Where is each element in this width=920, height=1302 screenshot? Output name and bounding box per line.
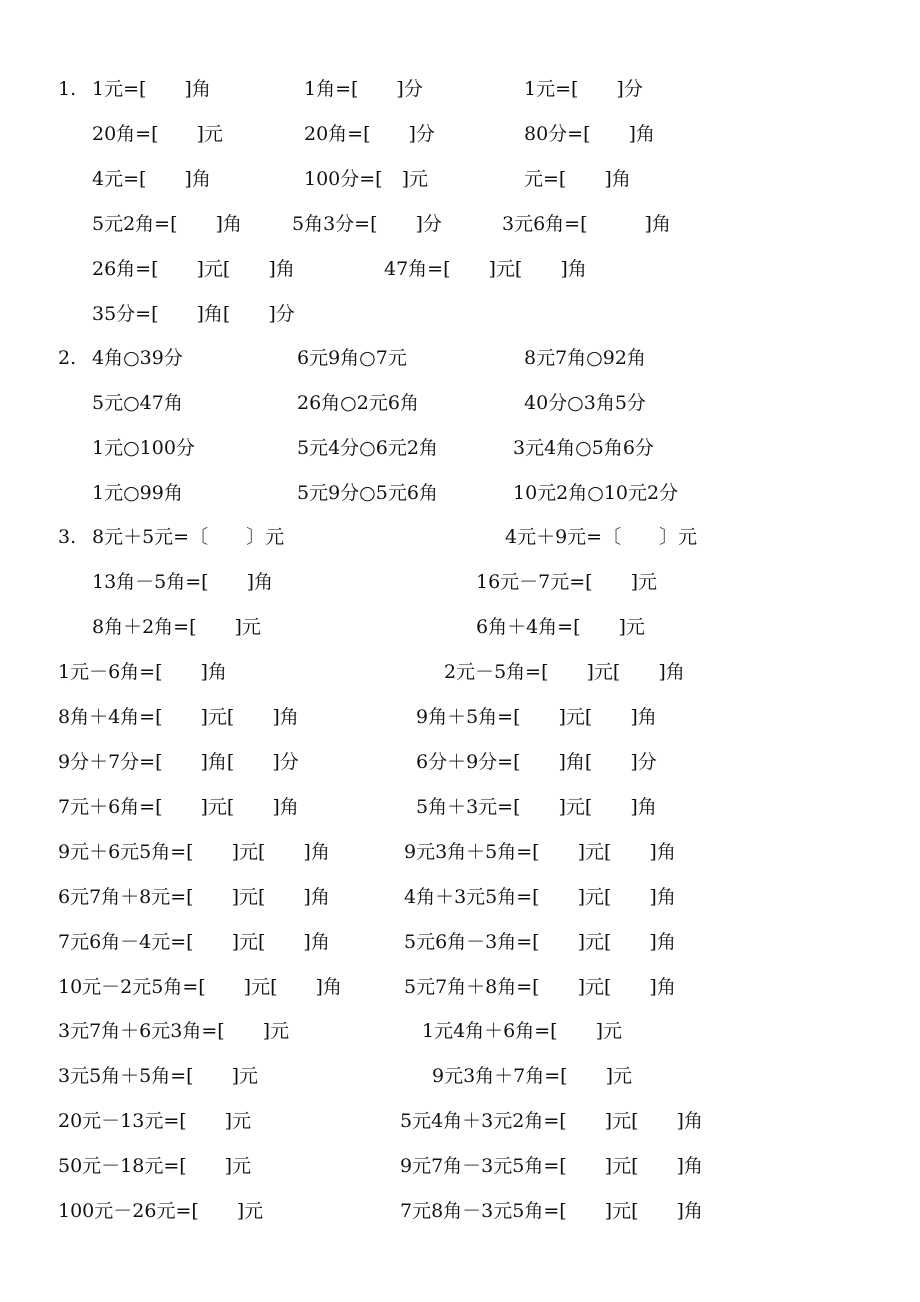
problem: 16元－7元=[ ]元: [476, 571, 658, 593]
problem: 20角=[ ]元: [92, 123, 223, 145]
s3-row-14: [0, 1106, 920, 1136]
problem: 100元－26元=[ ]元: [58, 1200, 264, 1222]
section-2-number: 2.: [58, 347, 77, 369]
problem: 9元7角－3元5角=[ ]元[ ]角: [400, 1155, 703, 1177]
problem: 5元7角＋8角=[ ]元[ ]角: [404, 976, 676, 998]
problem: 1角=[ ]分: [304, 78, 423, 100]
problem: 5元6角－3角=[ ]元[ ]角: [404, 931, 676, 953]
problem: 元=[ ]角: [524, 168, 631, 190]
problem: 8角＋2角=[ ]元: [92, 616, 261, 638]
s3-row-16: [0, 1196, 920, 1226]
problem: 8角＋4角=[ ]元[ ]角: [58, 706, 299, 728]
problem: 5角＋3元=[ ]元[ ]角: [416, 796, 657, 818]
s3-row-4: [0, 657, 920, 687]
problem: 4角＋3元5角=[ ]元[ ]角: [404, 886, 676, 908]
problem: 4元＋9元=〔 〕元: [505, 526, 698, 548]
problem: 9分＋7分=[ ]角[ ]分: [58, 751, 299, 773]
problem: 3元6角=[ ]角: [502, 213, 671, 235]
s3-row-9: [0, 882, 920, 912]
problem: 5角3分=[ ]分: [292, 213, 442, 235]
s2-row-2: [0, 388, 920, 418]
problem: 6分＋9分=[ ]角[ ]分: [416, 751, 657, 773]
problem: 5元9分○5元6角: [297, 482, 438, 504]
problem: 7元8角－3元5角=[ ]元[ ]角: [400, 1200, 703, 1222]
s3-row-6: [0, 747, 920, 777]
s3-row-2: [0, 567, 920, 597]
problem: 9元＋6元5角=[ ]元[ ]角: [58, 841, 330, 863]
problem: 20元－13元=[ ]元: [58, 1110, 252, 1132]
section-1-number: 1.: [58, 78, 77, 100]
section-3-number: 3.: [58, 526, 77, 548]
problem: 8元7角○92角: [524, 347, 646, 369]
problem: 4元=[ ]角: [92, 168, 211, 190]
problem: 5元2角=[ ]角: [92, 213, 242, 235]
s2-row-4: [0, 478, 920, 508]
problem: 2元－5角=[ ]元[ ]角: [444, 661, 685, 683]
problem: 50元－18元=[ ]元: [58, 1155, 252, 1177]
problem: 26角=[ ]元[ ]角: [92, 258, 295, 280]
problem: 3元4角○5角6分: [513, 437, 654, 459]
s1-row-3: [0, 164, 920, 194]
problem: 10元－2元5角=[ ]元[ ]角: [58, 976, 342, 998]
s3-row-13: [0, 1061, 920, 1091]
s3-row-12: [0, 1016, 920, 1046]
problem: 6元7角＋8元=[ ]元[ ]角: [58, 886, 330, 908]
problem: 1元○99角: [92, 482, 183, 504]
problem: 100分=[ ]元: [304, 168, 429, 190]
problem: 8元＋5元=〔 〕元: [92, 526, 285, 548]
problem: 9角＋5角=[ ]元[ ]角: [416, 706, 657, 728]
s3-row-5: [0, 702, 920, 732]
s2-row-3: [0, 433, 920, 463]
problem: 6元9角○7元: [297, 347, 407, 369]
s3-row-8: [0, 837, 920, 867]
s3-row-11: [0, 972, 920, 1002]
problem: 3元5角＋5角=[ ]元: [58, 1065, 259, 1087]
s3-row-7: [0, 792, 920, 822]
problem: 1元=[ ]角: [92, 78, 211, 100]
problem: 5元4分○6元2角: [297, 437, 438, 459]
problem: 3元7角＋6元3角=[ ]元: [58, 1020, 290, 1042]
problem: 9元3角＋7角=[ ]元: [432, 1065, 633, 1087]
problem: 47角=[ ]元[ ]角: [384, 258, 587, 280]
problem: 20角=[ ]分: [304, 123, 435, 145]
s3-row-15: [0, 1151, 920, 1181]
problem: 5元○47角: [92, 392, 183, 414]
problem: 7元＋6角=[ ]元[ ]角: [58, 796, 299, 818]
problem: 1元○100分: [92, 437, 195, 459]
problem: 13角－5角=[ ]角: [92, 571, 274, 593]
problem: 26角○2元6角: [297, 392, 419, 414]
problem: 5元4角＋3元2角=[ ]元[ ]角: [400, 1110, 703, 1132]
problem: 1元－6角=[ ]角: [58, 661, 227, 683]
problem: 40分○3角5分: [524, 392, 646, 414]
problem: 10元2角○10元2分: [513, 482, 679, 504]
problem: 4角○39分: [92, 347, 183, 369]
problem: 80分=[ ]角: [524, 123, 655, 145]
problem: 7元6角－4元=[ ]元[ ]角: [58, 931, 330, 953]
s3-row-1: [0, 522, 920, 552]
problem: 35分=[ ]角[ ]分: [92, 303, 295, 325]
s3-row-10: [0, 927, 920, 957]
problem: 1元4角＋6角=[ ]元: [422, 1020, 623, 1042]
problem: 9元3角＋5角=[ ]元[ ]角: [404, 841, 676, 863]
s1-row-4: [0, 209, 920, 239]
problem: 1元=[ ]分: [524, 78, 643, 100]
s2-row-1: [0, 343, 920, 373]
s3-row-3: [0, 612, 920, 642]
problem: 6角＋4角=[ ]元: [476, 616, 645, 638]
s1-row-2: [0, 119, 920, 149]
s1-row-6: [0, 299, 920, 329]
s1-row-5: [0, 254, 920, 284]
s1-row-1: [0, 74, 920, 104]
